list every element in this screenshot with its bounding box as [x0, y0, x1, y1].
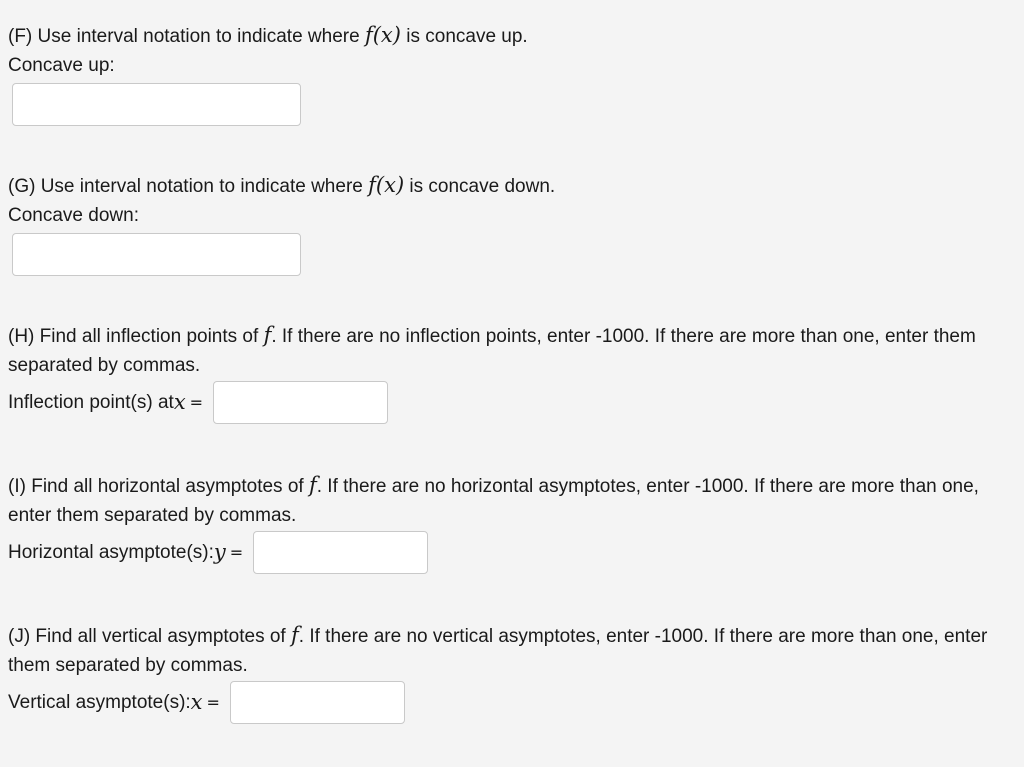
question-f — [8, 21, 1012, 126]
math-var-x: x — [190, 690, 203, 714]
question-i — [8, 471, 1012, 574]
math-f: f — [263, 323, 272, 347]
math-f: f — [290, 623, 299, 647]
equals-sign: = — [206, 693, 220, 712]
question-f-prompt: (F) Use interval notation to indicate where f(x) is concave up. — [8, 23, 528, 47]
inflection-row — [8, 381, 1012, 424]
question-h-prompt: (H) Find all inflection points of f. If there are no inflection points, enter -1000. If there are more than one, enter them separated by commas. — [8, 323, 976, 376]
math-var-y: y — [213, 540, 226, 564]
vertical-asymptote-row — [8, 681, 1012, 724]
question-j-prompt: (J) Find all vertical asymptotes of f. If there are no vertical asymptotes, enter -1000. If there are more than one, enter them separated by commas. — [8, 623, 988, 676]
concave-down-label: Concave down: — [8, 205, 139, 226]
math-var-x: x — [173, 390, 186, 414]
equals-sign: = — [229, 543, 244, 562]
concave-down-input[interactable] — [12, 233, 301, 276]
vertical-asymptote-label: Vertical asymptote(s): — [8, 692, 191, 713]
question-h — [8, 321, 1012, 424]
horizontal-asymptote-label: Horizontal asymptote(s): — [8, 542, 214, 563]
concave-up-label: Concave up: — [8, 55, 115, 76]
horizontal-asymptotes-input[interactable] — [253, 531, 428, 574]
equals-sign: = — [189, 393, 204, 412]
question-j — [8, 621, 1012, 724]
inflection-label: Inflection point(s) at — [8, 392, 174, 413]
question-g-prompt: (G) Use interval notation to indicate where f(x) is concave down. — [8, 173, 556, 197]
math-paren-x: (x) — [375, 173, 405, 197]
math-paren-x: (x) — [372, 23, 401, 47]
horizontal-asymptote-row — [8, 531, 1012, 574]
math-f: f — [364, 23, 373, 47]
concave-up-input[interactable] — [12, 83, 301, 126]
vertical-asymptotes-input[interactable] — [230, 681, 405, 724]
inflection-points-input[interactable] — [213, 381, 388, 424]
math-f: f — [368, 173, 376, 197]
question-g — [8, 171, 1012, 276]
math-f: f — [308, 473, 317, 497]
question-i-prompt: (I) Find all horizontal asymptotes of f. If there are no horizontal asymptotes, enter -1000. If there are more than one, enter them separated by commas. — [8, 473, 979, 526]
